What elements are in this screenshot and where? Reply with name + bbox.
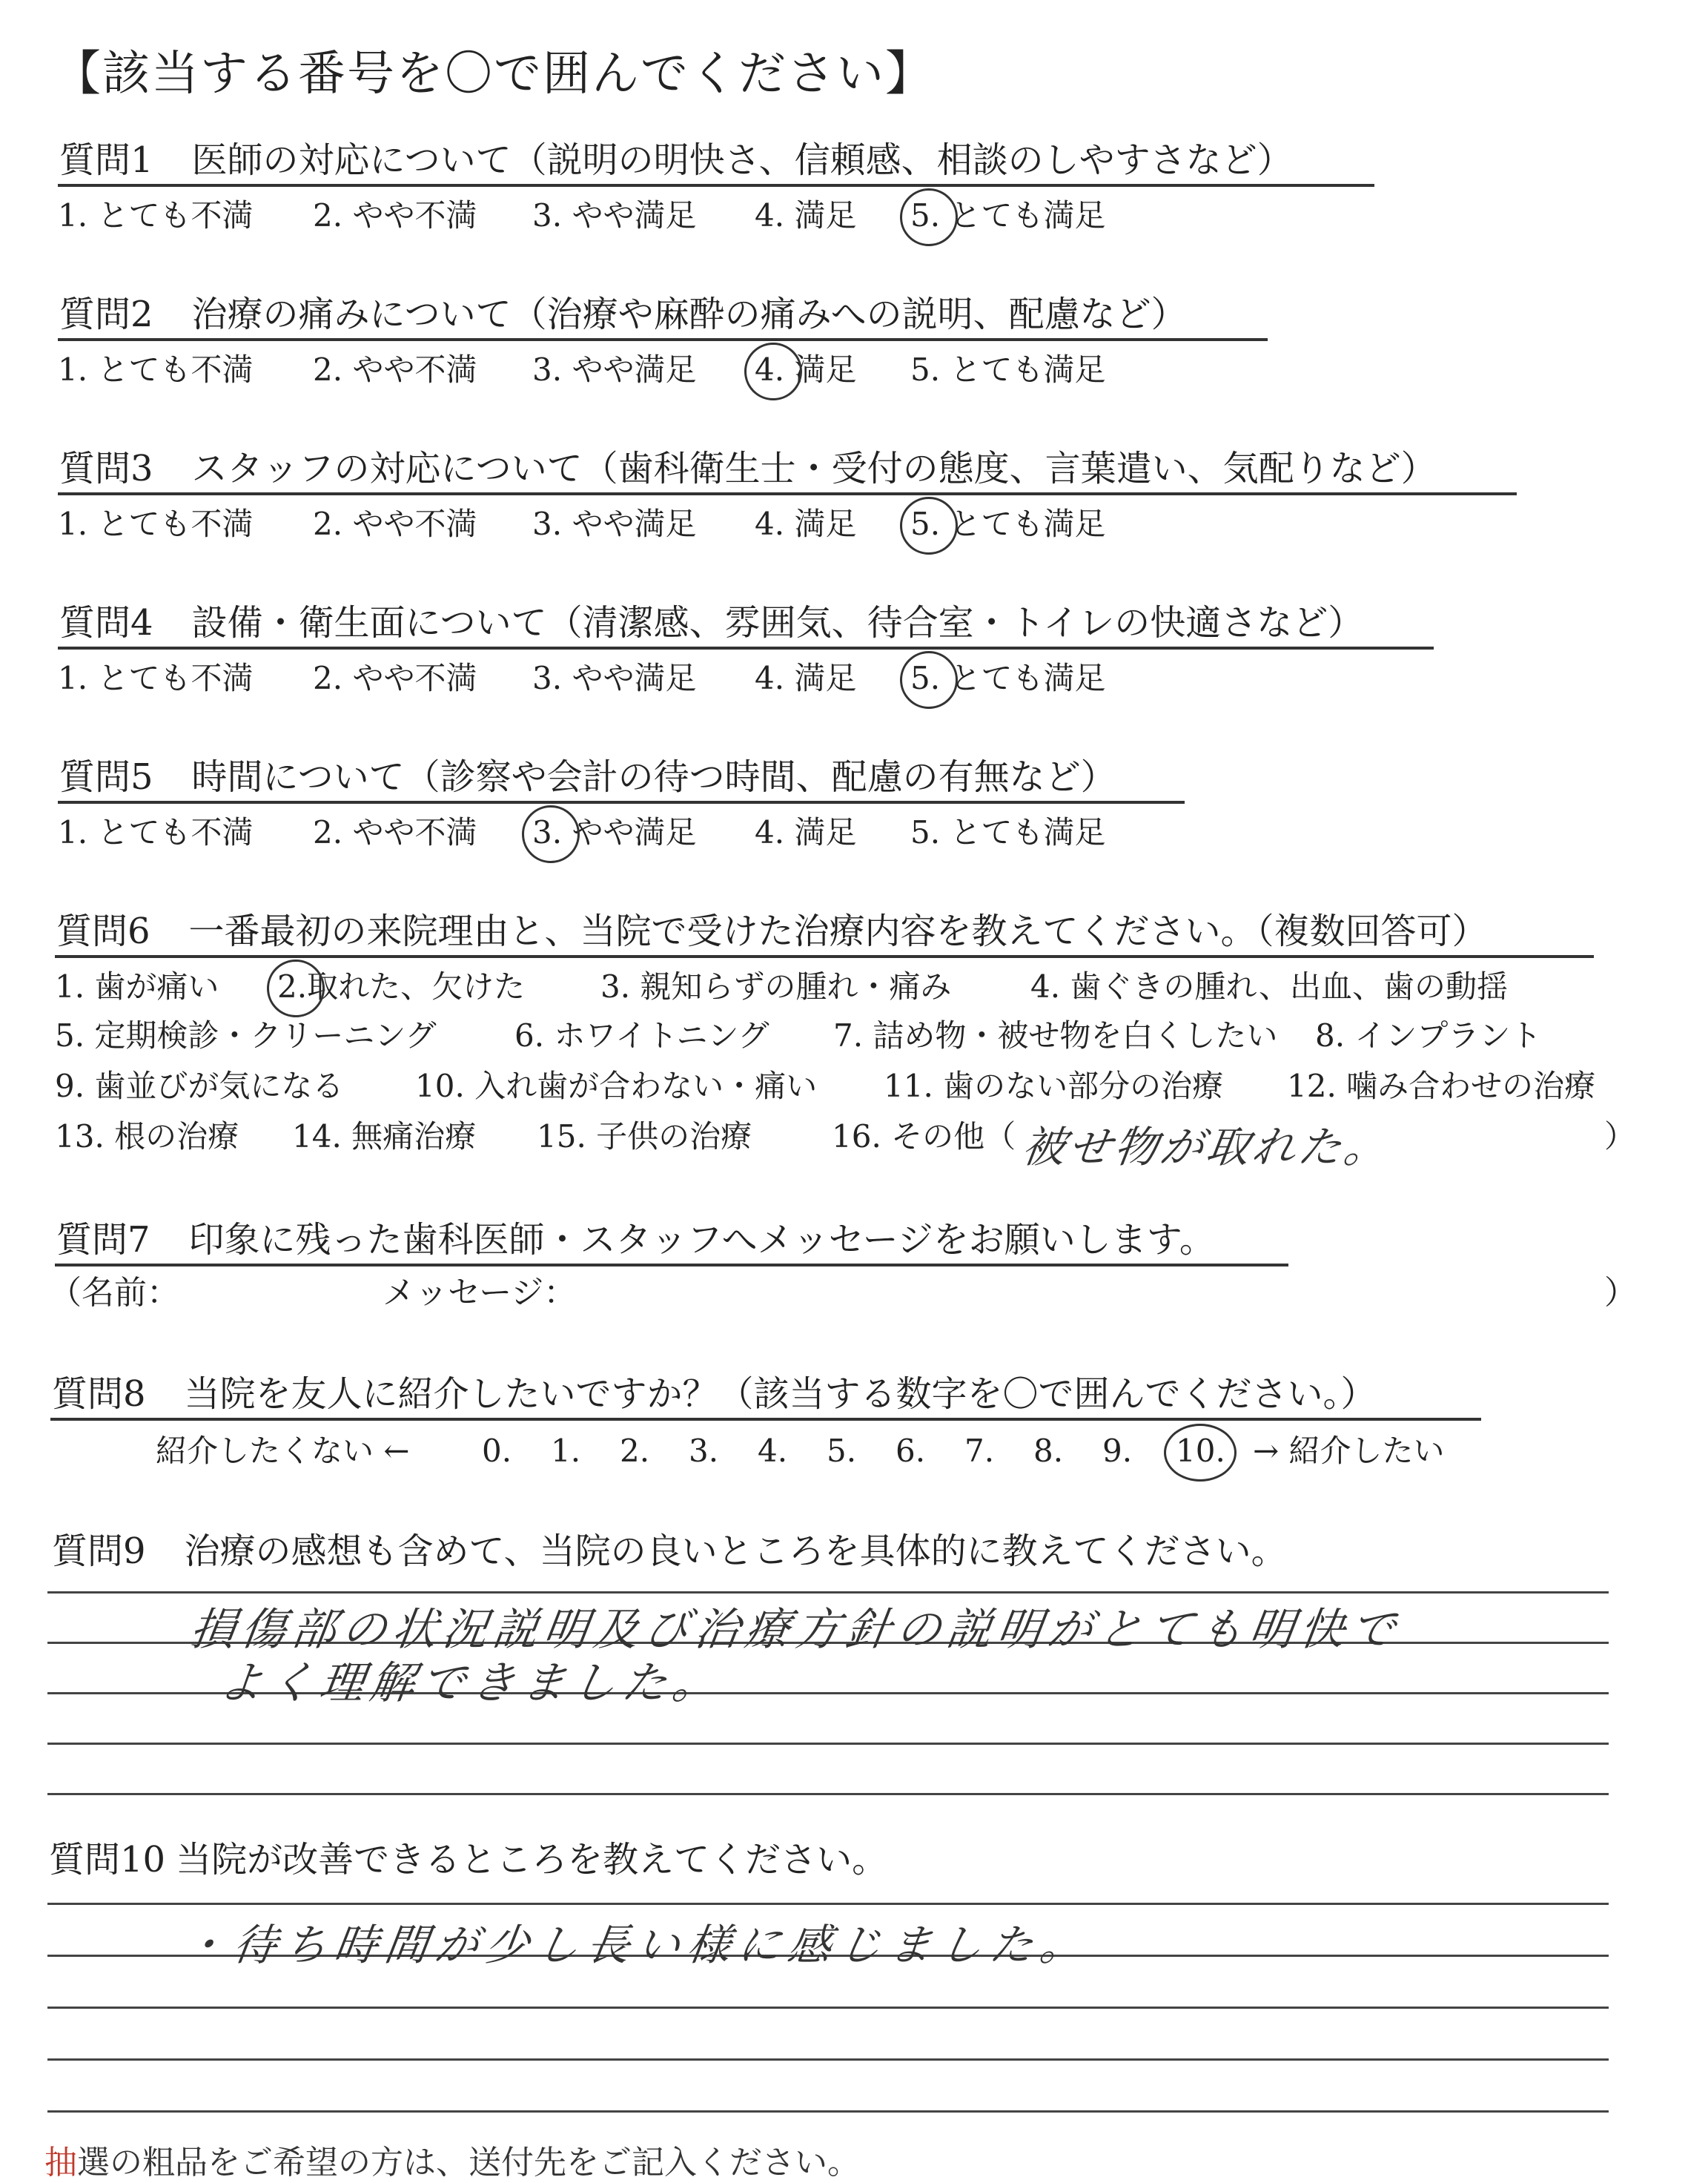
option-3[interactable]: 3. やや満足 [532,817,696,848]
question-text: 治療の感想も含めて、当院の良いところを具体的に教えてください。 [184,1530,1287,1572]
question-7-title [56,1219,1215,1261]
answer-line [47,2058,1609,2061]
scale-6[interactable]: 6. [896,1433,926,1469]
question-5-title [59,756,1116,798]
option-4[interactable]: 4. 満足 [755,197,857,234]
question-text: 時間について（診察や会計の待つ時間、配慮の有無など） [191,756,1116,798]
circled-selection: 5. [910,509,940,540]
option-5[interactable]: 5. とても満足 [910,200,1105,231]
question-number: 質問10 [49,1839,166,1880]
option-5[interactable]: 5. とても満足 [910,663,1105,694]
scale-5[interactable]: 5. [827,1433,857,1469]
question-number: 質問1 [59,139,153,181]
q9-answer-line-1[interactable]: 損傷部の状況説明及び治療方針の説明がとても明快で [187,1604,1405,1656]
answer-line [47,1591,1609,1594]
option-3[interactable]: 3. やや満足 [532,351,697,388]
circled-selection: 2. [277,971,307,1003]
answer-line [47,1743,1609,1745]
scale-3[interactable]: 3. [689,1433,719,1469]
q6-option-2[interactable]: 2.取れた、欠けた [277,971,525,1003]
q6-option-10[interactable]: 10. 入れ歯が合わない・痛い [415,1068,818,1104]
circle-mark [900,651,958,709]
q6-option-8[interactable]: 8. インプラント [1315,1017,1542,1054]
q6-option-6[interactable]: 6. ホワイトニング [514,1017,769,1054]
q6-option-3[interactable]: 3. 親知らずの腫れ・痛み [600,968,952,1005]
close-paren: ） [1604,1274,1637,1312]
question-1-title [59,139,1293,181]
option-1[interactable]: 1. とても不満 [58,351,254,388]
question-8-title [52,1373,1377,1415]
circled-selection: 4. [755,354,784,386]
underline [55,955,1594,958]
scale-1[interactable]: 1. [551,1433,581,1469]
circle-mark [900,188,958,246]
underline [50,1418,1481,1421]
option-2[interactable]: 2. やや不満 [313,197,477,234]
circle-mark [267,960,325,1017]
option-3[interactable]: 3. やや満足 [532,660,697,696]
option-1[interactable]: 1. とても不満 [58,660,254,696]
question-number: 質問2 [59,294,153,335]
answer-line [47,2110,1609,2113]
option-2[interactable]: 2. やや不満 [313,814,477,851]
answer-line [47,2007,1609,2009]
option-4[interactable]: 4. 満足 [755,506,857,542]
footer-accent: 抽 [44,2144,77,2182]
option-1[interactable]: 1. とても不満 [58,197,254,234]
q9-answer-line-2[interactable]: よく理解できました。 [215,1657,727,1709]
scale-right-label: → 紹介したい [1253,1433,1445,1469]
q6-option-7[interactable]: 7. 詰め物・被せ物を白くしたい [833,1017,1278,1054]
circled-selection: 10. [1176,1436,1225,1467]
option-2[interactable]: 2. やや不満 [313,660,477,696]
scale-2[interactable]: 2. [620,1433,650,1469]
question-6-title [56,911,1488,952]
underline [58,492,1517,495]
question-number: 質問9 [52,1530,146,1572]
question-text: 印象に残った歯科医師・スタッフへメッセージをお願いします。 [188,1219,1215,1261]
question-number: 質問3 [59,448,153,489]
question-text: 設備・衛生面について（清潔感、雰囲気、待合室・トイレの快適さなど） [191,602,1364,644]
question-4-title [59,602,1364,644]
scale-left-label: 紹介したくない ← [156,1433,410,1469]
form-header: 【該当する番号を〇で囲んでください】 [53,47,934,102]
q6-option-9[interactable]: 9. 歯並びが気になる [55,1068,344,1104]
q6-option-13[interactable]: 13. 根の治療 [55,1118,239,1155]
option-4[interactable]: 4. 満足 [755,814,857,851]
question-3-title [59,448,1437,489]
option-1[interactable]: 1. とても不満 [58,814,254,851]
answer-line [47,1903,1609,1905]
question-text: 当院を友人に紹介したいですか？（該当する数字を〇で囲んでください。） [184,1373,1377,1415]
scale-9[interactable]: 9. [1102,1433,1133,1469]
question-text: 当院が改善できるところを教えてください。 [176,1839,888,1880]
underline [58,801,1185,804]
q6-option-12[interactable]: 12. 噛み合わせの治療 [1287,1068,1596,1104]
question-number: 質問6 [56,911,150,952]
circle-mark [1164,1424,1237,1482]
underline [58,647,1434,650]
question-text: スタッフの対応について（歯科衛生士・受付の態度、言葉遣い、気配りなど） [191,448,1437,489]
circle-mark [900,497,958,555]
option-3[interactable]: 3. やや満足 [532,506,697,542]
q6-option-15[interactable]: 15. 子供の治療 [537,1118,752,1155]
q6-option-5[interactable]: 5. 定期検診・クリーニング [55,1017,437,1054]
circled-selection: 3. [532,817,562,848]
footer-text: 選の粗品をご希望の方は、送付先をご記入ください。 [77,2144,860,2182]
underline [58,338,1268,341]
option-3[interactable]: 3. やや満足 [532,197,697,234]
question-text: 治療の痛みについて（治療や麻酔の痛みへの説明、配慮など） [191,294,1187,335]
option-5[interactable]: 5. とても満足 [910,814,1106,851]
scale-7[interactable]: 7. [964,1433,995,1469]
question-number: 質問5 [59,756,153,798]
question-number: 質問4 [59,602,153,644]
question-text: 医師の対応について（説明の明快さ、信頼感、相談のしやすさなど） [191,139,1293,181]
question-10-title [49,1839,888,1880]
option-2[interactable]: 2. やや不満 [313,506,477,542]
option-4[interactable]: 4. 満足 [755,660,857,696]
question-text: 一番最初の来院理由と、当院で受けた治療内容を教えてください。（複数回答可） [188,911,1488,952]
q6-option-16[interactable]: 16. その他（ [832,1118,1016,1155]
circled-selection: 5. [910,200,940,231]
question-number: 質問7 [56,1219,150,1261]
scale-10[interactable] [1176,1433,1225,1469]
question-number: 質問8 [52,1373,146,1415]
question-9-title [52,1530,1287,1572]
q6-option-1[interactable]: 1. 歯が痛い [55,968,219,1005]
option-4[interactable]: 4. 満足 [755,354,856,386]
scale-8[interactable]: 8. [1033,1433,1064,1469]
option-5[interactable]: 5. とても満足 [910,351,1106,388]
footer-note [44,2136,860,2183]
q6-option-4[interactable]: 4. 歯ぐきの腫れ、出血、歯の動揺 [1030,968,1508,1005]
close-paren: ） [1604,1118,1636,1155]
question-2-title [59,294,1187,335]
option-1[interactable]: 1. とても不満 [58,506,254,542]
answer-line [47,1793,1609,1795]
q6-option-11[interactable]: 11. 歯のない部分の治療 [884,1068,1224,1104]
option-5[interactable]: 5. とても満足 [910,509,1105,540]
q6-option-14[interactable]: 14. 無痛治療 [292,1118,477,1155]
circled-selection: 5. [910,663,940,694]
circle-mark [522,805,580,863]
message-label: メッセージ： [383,1274,577,1312]
circle-mark [744,343,802,400]
scale-0[interactable]: 0. [482,1433,512,1469]
underline [58,184,1374,187]
q6-other-handwritten[interactable]: 被せ物が取れた。 [1019,1122,1394,1172]
underline [55,1264,1288,1266]
q10-answer-line-1[interactable]: ・待ち時間が少し長い様に感じました。 [179,1920,1095,1970]
name-label: （名前： [49,1274,179,1312]
option-2[interactable]: 2. やや不満 [313,351,477,388]
scale-4[interactable]: 4. [758,1433,788,1469]
